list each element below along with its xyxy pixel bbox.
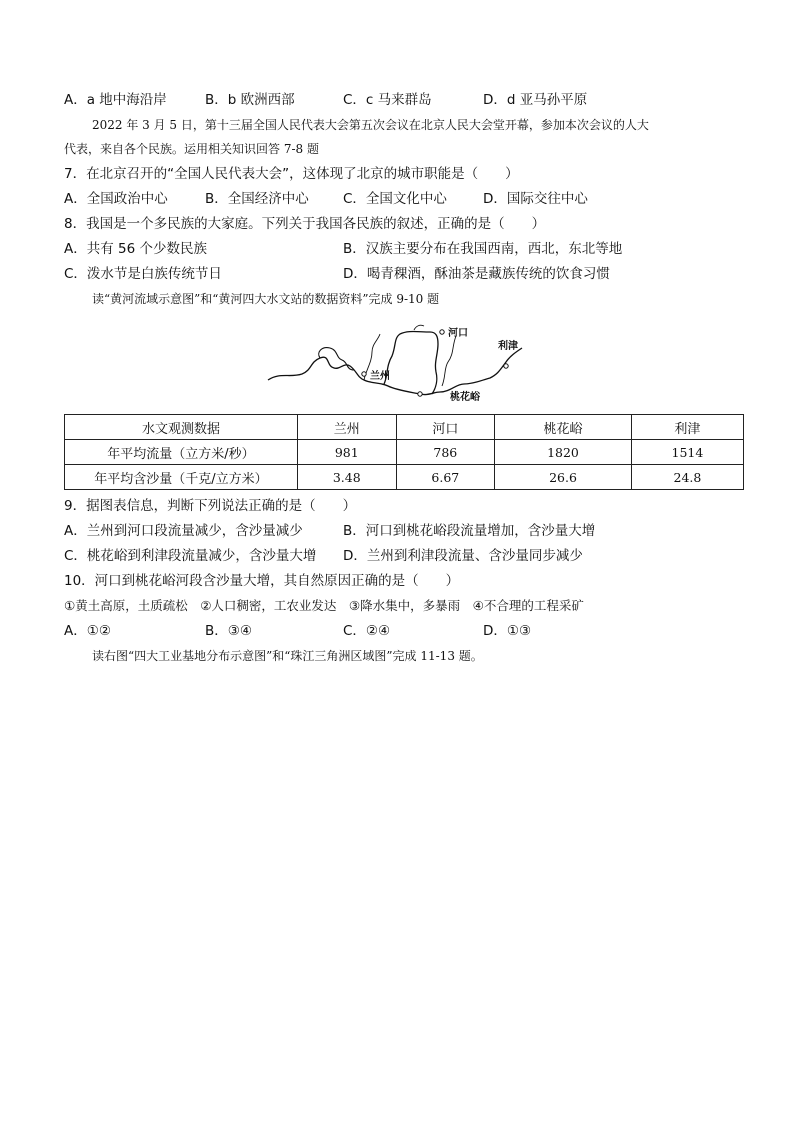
table-cell: 1514 xyxy=(631,440,743,465)
q6-options-row xyxy=(0,88,794,112)
q10-factors-row xyxy=(0,594,794,618)
q9-option-a: A．兰州到河口段流量减少，含沙量减少 xyxy=(64,523,303,539)
q10-option-b: B．③④ xyxy=(205,623,252,639)
table-cell: 981 xyxy=(298,440,397,465)
intro-11-13-row xyxy=(0,644,794,668)
q7-option-b: B．全国经济中心 xyxy=(205,191,309,207)
station-dot-taohuayu xyxy=(418,392,422,396)
map-label-taohuayu: 桃花峪 xyxy=(450,392,480,403)
yellow-river-course xyxy=(268,348,522,395)
q9-options-row1 xyxy=(0,519,794,543)
intro-7-8-line1 xyxy=(0,113,794,137)
q8-option-c: C．泼水节是白族传统节日 xyxy=(64,266,222,282)
station-dot-lijin xyxy=(504,364,508,368)
table-cell: 786 xyxy=(396,440,495,465)
station-dot-lanzhou xyxy=(362,372,366,376)
table-cell: 3.48 xyxy=(298,465,397,490)
tributary-fen xyxy=(442,336,456,386)
intro-11-13-text: 读右图“四大工业基地分布示意图”和“珠江三角洲区域图”完成 11-13 题。 xyxy=(92,649,483,663)
q8-stem-row xyxy=(0,212,794,236)
map-label-lanzhou: 兰州 xyxy=(370,371,390,382)
q7-option-d: D．国际交往中心 xyxy=(483,191,588,207)
q7-option-a: A．全国政治中心 xyxy=(64,191,168,207)
yellow-river-great-bend xyxy=(384,332,438,395)
table-row-label: 年平均流量（立方米/秒） xyxy=(65,440,298,465)
map-label-lijin: 利津 xyxy=(498,341,518,352)
table-header-cell: 桃花峪 xyxy=(495,415,632,440)
q8-options-row1 xyxy=(0,237,794,261)
table-header-row xyxy=(65,415,744,440)
q8-options-row2 xyxy=(0,262,794,286)
station-dot-hekou xyxy=(440,330,444,334)
table-cell: 1820 xyxy=(495,440,632,465)
intro-9-10-text: 读“黄河流域示意图”和“黄河四大水文站的数据资料”完成 9-10 题 xyxy=(92,292,440,306)
q9-options-row2 xyxy=(0,544,794,568)
tributary-north xyxy=(414,325,424,330)
table-header-cell: 兰州 xyxy=(298,415,397,440)
q9-option-d: D．兰州到利津段流量、含沙量同步减少 xyxy=(343,548,583,564)
q10-factors: ①黄土高原，土质疏松 ②人口稠密，工农业发达 ③降水集中，多暴雨 ④不合理的工程采矿 xyxy=(64,598,584,613)
q7-stem-row xyxy=(0,162,794,186)
q9-option-b: B．河口到桃花峪段流量增加，含沙量大增 xyxy=(343,523,596,539)
intro-7-8-text1: 2022 年 3 月 5 日，第十三届全国人民代表大会第五次会议在北京人民大会堂开幕，参加本次会议的人大 xyxy=(92,118,649,132)
q10-option-a: A．①② xyxy=(64,623,111,639)
q7-option-c: C．全国文化中心 xyxy=(343,191,447,207)
intro-7-8-line2 xyxy=(0,137,794,161)
q7-options-row xyxy=(0,187,794,211)
q10-option-c: C．②④ xyxy=(343,623,391,639)
q6-option-a: A．a 地中海沿岸 xyxy=(64,92,167,108)
hydrology-table xyxy=(64,414,744,490)
q10-stem-row xyxy=(0,569,794,593)
table-header-cell: 利津 xyxy=(631,415,743,440)
yellow-river-west-loop xyxy=(319,348,354,370)
yellow-river-map xyxy=(260,322,540,406)
table-row-label: 年平均含沙量（千克/立方米） xyxy=(65,465,298,490)
q6-option-d: D．d 亚马孙平原 xyxy=(483,92,588,108)
table-cell: 24.8 xyxy=(631,465,743,490)
q10-option-d: D．①③ xyxy=(483,623,532,639)
q6-option-b: B．b 欧洲西部 xyxy=(205,92,295,108)
q9-stem-row xyxy=(0,494,794,518)
q10-options-row xyxy=(0,619,794,643)
table-cell: 26.6 xyxy=(495,465,632,490)
intro-7-8-text2: 代表，来自各个民族。运用相关知识回答 7-8 题 xyxy=(64,142,319,156)
q6-option-c: C．c 马来群岛 xyxy=(343,92,432,108)
q7-stem: 7．在北京召开的“全国人民代表大会”，这体现了北京的城市职能是（ ） xyxy=(64,166,519,182)
table-header-cell: 河口 xyxy=(396,415,495,440)
intro-9-10-row xyxy=(0,287,794,311)
table-header-cell: 水文观测数据 xyxy=(65,415,298,440)
q8-option-a: A．共有 56 个少数民族 xyxy=(64,241,207,257)
q9-option-c: C．桃花峪到利津段流量减少，含沙量大增 xyxy=(64,548,317,564)
q8-option-b: B．汉族主要分布在我国西南，西北，东北等地 xyxy=(343,241,623,257)
q8-stem: 8．我国是一个多民族的大家庭。下列关于我国各民族的叙述，正确的是（ ） xyxy=(64,216,546,232)
map-label-hekou: 河口 xyxy=(448,328,468,339)
q8-option-d: D．喝青稞酒，酥油茶是藏族传统的饮食习惯 xyxy=(343,266,610,282)
q9-stem: 9．据图表信息，判断下列说法正确的是（ ） xyxy=(64,498,357,514)
table-row xyxy=(65,465,744,490)
table-row xyxy=(65,440,744,465)
table-cell: 6.67 xyxy=(396,465,495,490)
q10-stem: 10．河口到桃花峪河段含沙量大增，其自然原因正确的是（ ） xyxy=(64,573,460,589)
